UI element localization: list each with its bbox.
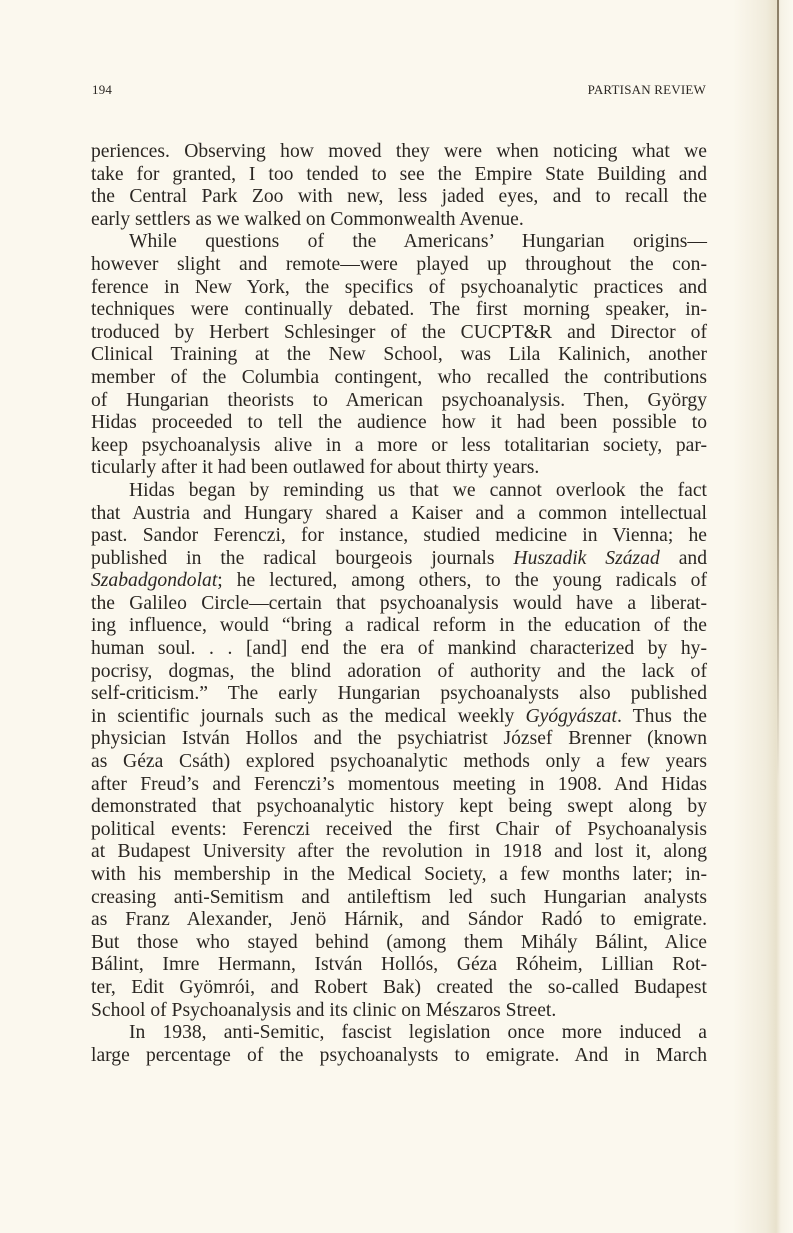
text-line: ter, Edit Gyömrói, and Robert Bak) created the so-called Budapest [91,976,707,998]
text-line: Hidas proceeded to tell the audience how it had been possible to [91,412,707,434]
text-line: pocrisy, dogmas, the blind adoration of authority and the lack of [91,660,707,682]
text-line: physician István Hollos and the psychiatrist József Brenner (known [91,728,707,750]
text-line: take for granted, I too tended to see the Empire State Building and [91,163,707,185]
text-run: . Thus the [616,705,707,727]
text-line: self-criticism.” The early Hungarian psychoanalysts also published [91,683,707,705]
text-line: ticularly after it had been outlawed for about thirty years. [91,457,540,479]
text-line: the Central Park Zoo with new, less jaded eyes, and to recall the [91,186,707,208]
text-run: ; he lectured, among others, to the young radicals of [217,570,707,592]
body-text [91,141,707,1067]
journal-name: Szabadgondolat [91,570,218,592]
text-line: techniques were continually debated. The first morning speaker, in- [91,299,707,321]
journal-name: Huszadik Század [513,547,660,569]
journal-title: PARTISAN REVIEW [587,82,706,97]
text-line: large percentage of the psychoanalysts to emigrate. And in March [91,1044,707,1066]
text-line: however slight and remote—were played up throughout the con- [91,253,707,275]
text-line: human soul. . . [and] end the era of mankind characterized by hy- [91,638,707,660]
text-line [91,570,707,593]
paragraph-start-line: Hidas began by reminding us that we cannot overlook the fact [129,479,707,501]
page-number: 194 [92,82,113,97]
text-run: in scientific journals such as the medical weekly [91,705,526,727]
text-line: of Hungarian theorists to American psychoanalysis. Then, György [91,389,707,411]
text-line: troduced by Herbert Schlesinger of the CUCPT&R and Director of [91,321,707,343]
text-line: past. Sandor Ferenczi, for instance, studied medicine in Vienna; he [91,525,707,547]
text-line: ing influence, would “bring a radical reform in the education of the [91,615,707,637]
text-line [91,548,707,571]
text-line: as Franz Alexander, Jenö Hárnik, and Sándor Radó to emigrate. [91,909,707,931]
text-line: as Géza Csáth) explored psychoanalytic methods only a few years [91,751,707,773]
text-line: political events: Ferenczi received the first Chair of Psychoanalysis [91,818,707,840]
text-line: with his membership in the Medical Society, a few months later; in- [91,864,707,885]
text-line: School of Psychoanalysis and its clinic on Mészaros Street. [91,999,557,1021]
page-edge-shadow [733,0,793,1233]
text-line: that Austria and Hungary shared a Kaiser and a common intellectual [91,502,707,524]
text-line: But those who stayed behind (among them Mihály Bálint, Alice [91,931,707,953]
text-line: at Budapest University after the revolution in 1918 and lost it, along [91,841,707,863]
text-line: Clinical Training at the New School, was Lila Kalinich, another [91,344,707,366]
text-line: ference in New York, the specifics of psychoanalytic practices and [91,276,707,298]
text-line: member of the Columbia contingent, who recalled the contributions [91,366,707,388]
text-line: creasing anti-Semitism and antileftism led such Hungarian analysts [91,886,707,908]
binding-edge [777,0,779,780]
journal-name: Gyógyászat [525,705,617,727]
paragraph-start-line: While questions of the Americans’ Hungarian origins— [129,231,707,253]
text-line: keep psychoanalysis alive in a more or less totalitarian society, par- [91,434,707,456]
text-line: the Galileo Circle—certain that psychoanalysis would have a liberat- [91,592,707,614]
text-line: early settlers as we walked on Commonwealth Avenue. [91,208,524,230]
text-line: after Freud’s and Ferenczi’s momentous meeting in 1908. And Hidas [91,773,707,795]
text-line: demonstrated that psychoanalytic history kept being swept along by [91,796,707,818]
text-line [91,706,707,729]
text-line: Bálint, Imre Hermann, István Hollós, Géza Róheim, Lillian Rot- [91,954,707,976]
paragraph-start-line: In 1938, anti-Semitic, fascist legislation once more induced a [129,1022,707,1044]
running-head [92,82,706,102]
text-run: and [659,547,707,569]
text-run: published in the radical bourgeois journals [91,547,514,569]
text-line: periences. Observing how moved they were when noticing what we [91,141,707,162]
